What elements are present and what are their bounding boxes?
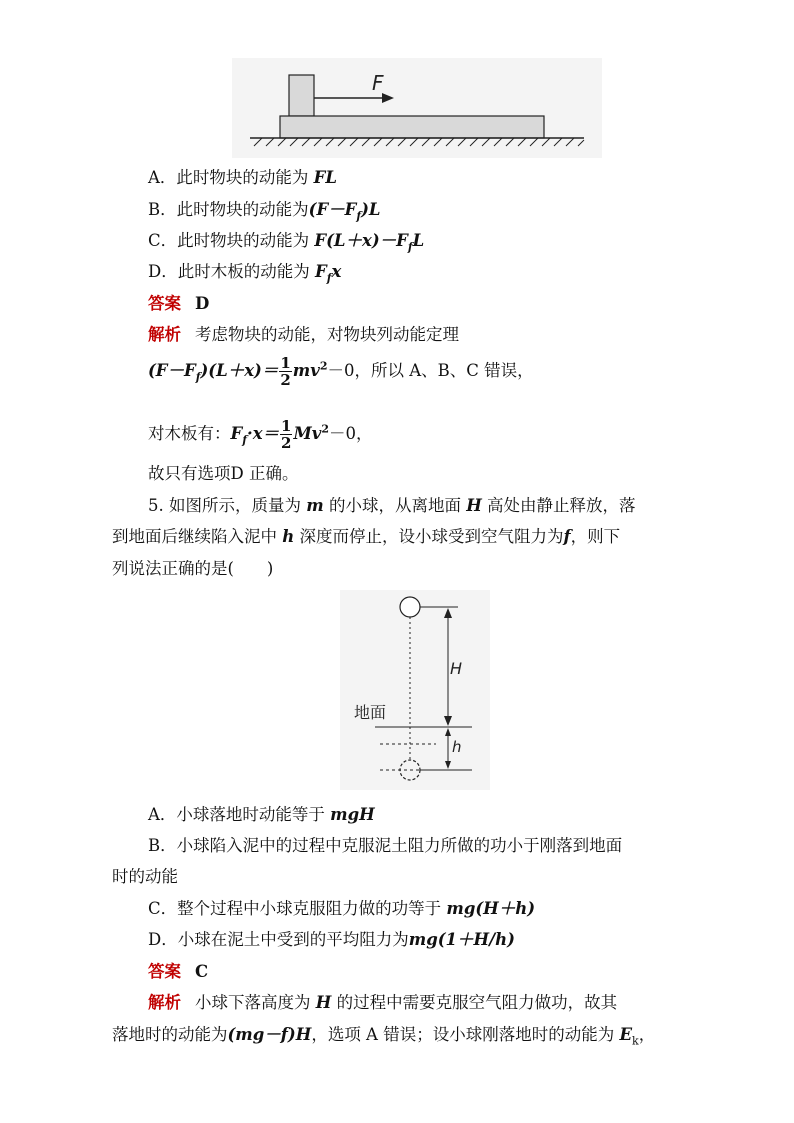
ground-label: 地面 [354, 703, 387, 722]
q5-analysis-line-1: 解析 小球下落高度为 H 的过程中需要克服空气阻力做功，故其 [148, 993, 618, 1012]
fraction-one-half: $\frac{1}{2}$ [280, 354, 291, 389]
fraction-one-half-2: $\frac{1}{2}$ [281, 417, 292, 452]
ball-top [400, 597, 420, 617]
h-label: h [452, 738, 462, 756]
q5-option-a: A．小球落地时动能等于 mgH [148, 805, 375, 824]
block-board-diagram [232, 58, 602, 158]
ball-drop-diagram [340, 590, 490, 790]
H-label: H [450, 659, 463, 678]
small-block [289, 75, 314, 116]
q5-analysis-line-2: 落地时的动能为(mg－f)H，选项 A 错误；设小球刚落地时的动能为 $E_k$， [112, 1025, 656, 1048]
q5-option-d: D．小球在泥土中受到的平均阻力为mg(1＋H/h) [148, 930, 515, 949]
q4-conclusion: 故只有选项D 正确。 [148, 464, 299, 483]
force-label: F [372, 71, 384, 95]
board [280, 116, 544, 138]
q4-option-c: C．此时物块的动能为 $F(L+x)-F_fL$ [148, 231, 425, 254]
q4-analysis-line-1: 解析 考虑物块的动能，对物块列动能定理 [148, 325, 459, 344]
q5-option-b-line-2: 时的动能 [112, 867, 178, 886]
q5-answer: 答案 C [148, 962, 209, 981]
q4-equation-1: $(F-F_f)(L+x)=$ $\frac{1}{2}$ $mv^2-0$，所以 A、B、C 错误， [148, 354, 534, 389]
q5-stem-line-2: 到地面后继续陷入泥中 h 深度而停止，设小球受到空气阻力为f，则下 [112, 527, 621, 546]
q5-stem-line-3: 列说法正确的是( ) [112, 559, 274, 578]
q5-stem-line-1: 5. 如图所示，质量为 m 的小球，从离地面 H 高处由静止释放，落 [148, 496, 636, 515]
q4-answer: 答案 D [148, 294, 210, 313]
q4-option-b: B．此时物块的动能为$(F-F_f)L$ [148, 200, 381, 223]
q4-option-a: A．此时物块的动能为 FL [148, 168, 337, 187]
q4-option-d: D．此时木板的动能为 $F_fx$ [148, 262, 342, 285]
q5-option-b-line-1: B．小球陷入泥中的过程中克服泥土阻力所做的功小于刚落到地面 [148, 836, 623, 855]
q5-option-c: C．整个过程中小球克服阻力做的功等于 mg(H＋h) [148, 899, 536, 918]
q4-equation-2: 对木板有：$F_f\cdot x=$ $\frac{1}{2}$ $Mv^2-0$， [148, 417, 373, 452]
